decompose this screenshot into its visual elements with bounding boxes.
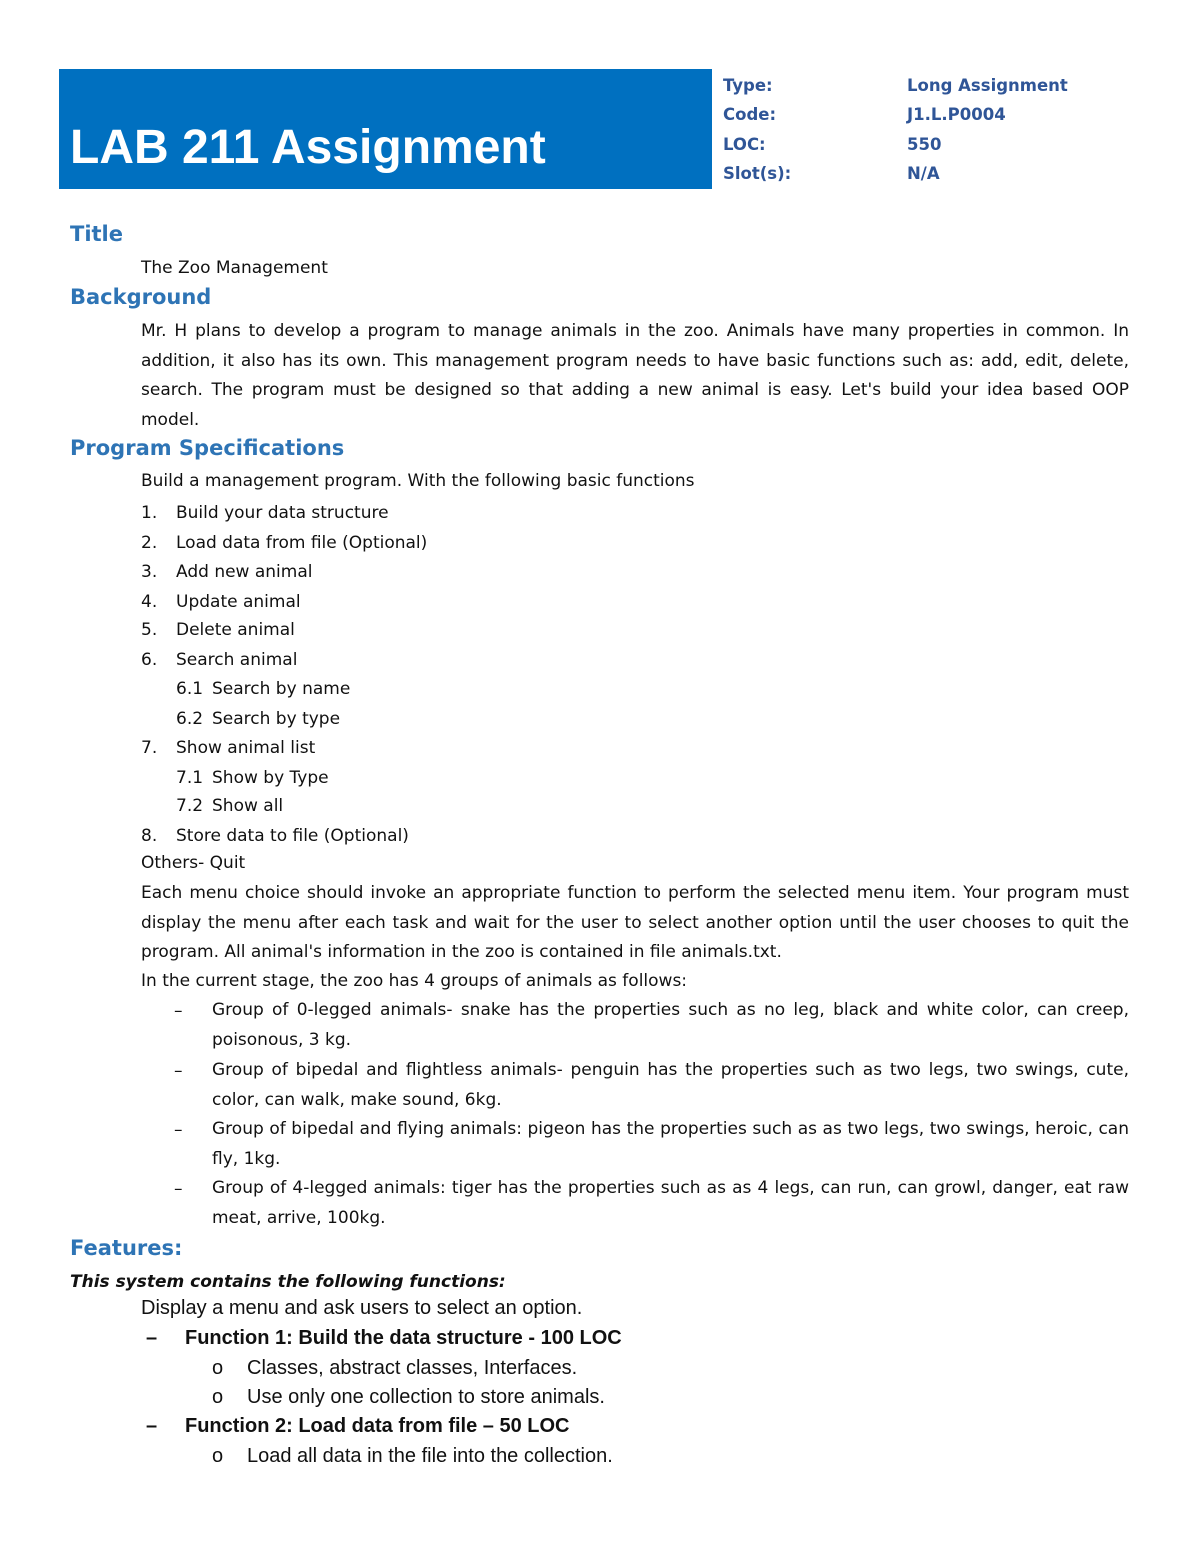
dash-bullet: – xyxy=(174,1061,183,1081)
title-text: The Zoo Management xyxy=(141,258,328,278)
animal-group: Group of 0-legged animals- snake has the properties such as no leg, black and white color, can creep, poisonous, 3 kg. xyxy=(212,1000,1129,1050)
function-title: Function 2: Load data from file – 50 LOC xyxy=(185,1415,570,1437)
list-number: 7.1 xyxy=(176,768,204,788)
meta-label: Slot(s): xyxy=(723,163,792,183)
menu-paragraph: Each menu choice should invoke an appropriate function to perform the selected menu item. Your program must display the menu after each task and wait for the user to select another option until the user chooses to quit the program. All animal's information in the zoo is contained in file animals.txt. xyxy=(141,883,1129,963)
list-number: 5. xyxy=(141,620,158,640)
others-quit: Others- Quit xyxy=(141,853,246,873)
list-item: Store data to file (Optional) xyxy=(176,826,409,846)
function-detail: Classes, abstract classes, Interfaces. xyxy=(247,1357,578,1379)
list-item: Build your data structure xyxy=(176,503,389,523)
list-item: Show by Type xyxy=(212,768,329,788)
function-title: Function 1: Build the data structure - 100 LOC xyxy=(185,1327,622,1349)
list-item: Show animal list xyxy=(176,738,316,758)
meta-row-code xyxy=(723,105,1143,134)
animal-group: Group of bipedal and flightless animals- penguin has the properties such as two legs, two swings, cute, color, can walk, make sound, 6kg. xyxy=(212,1060,1129,1110)
document-title: LAB 211 Assignment xyxy=(70,121,546,174)
list-number: 8. xyxy=(141,826,158,846)
list-number: 7. xyxy=(141,738,158,758)
list-number: 2. xyxy=(141,533,158,553)
section-heading-specs: Program Specifications xyxy=(70,436,345,460)
dash-bullet: – xyxy=(146,1327,158,1349)
list-item: Load data from file (Optional) xyxy=(176,533,428,553)
circle-bullet: o xyxy=(212,1357,224,1379)
meta-label: LOC: xyxy=(723,134,766,154)
dash-bullet: – xyxy=(174,1120,183,1140)
list-item: Search animal xyxy=(176,650,298,670)
circle-bullet: o xyxy=(212,1386,224,1408)
features-intro: This system contains the following functions: xyxy=(70,1272,506,1292)
list-item: Add new animal xyxy=(176,562,313,582)
list-number: 3. xyxy=(141,562,158,582)
list-number: 6.1 xyxy=(176,679,204,699)
list-item: Delete animal xyxy=(176,620,295,640)
meta-value: N/A xyxy=(907,163,940,183)
meta-row-loc xyxy=(723,135,1143,164)
list-item: Search by name xyxy=(212,679,351,699)
assignment-meta xyxy=(723,76,1143,193)
section-heading-title: Title xyxy=(70,222,124,246)
meta-row-slots xyxy=(723,164,1143,193)
specs-intro: Build a management program. With the following basic functions xyxy=(141,471,695,491)
meta-value: Long Assignment xyxy=(907,76,1068,95)
section-heading-background: Background xyxy=(70,285,212,309)
dash-bullet: – xyxy=(174,1001,183,1021)
list-number: 7.2 xyxy=(176,796,204,816)
meta-label: Code: xyxy=(723,105,777,125)
animal-group: Group of bipedal and flying animals: pigeon has the properties such as as two legs, two swings, heroic, can fly, 1kg. xyxy=(212,1119,1129,1169)
header-banner xyxy=(59,69,712,189)
function-detail: Load all data in the file into the collection. xyxy=(247,1445,613,1467)
meta-value: 550 xyxy=(907,134,942,154)
section-heading-features: Features: xyxy=(70,1236,183,1260)
meta-row-type xyxy=(723,76,1143,105)
list-number: 6.2 xyxy=(176,709,204,729)
dash-bullet: – xyxy=(146,1415,158,1437)
meta-label: Type: xyxy=(723,76,773,95)
function-detail: Use only one collection to store animals. xyxy=(247,1386,605,1408)
list-item: Search by type xyxy=(212,709,341,729)
list-item: Update animal xyxy=(176,592,301,612)
groups-intro: In the current stage, the zoo has 4 groups of animals as follows: xyxy=(141,971,688,991)
list-item: Show all xyxy=(212,796,284,816)
menu-line: Display a menu and ask users to select an option. xyxy=(141,1297,583,1319)
animal-group: Group of 4-legged animals: tiger has the properties such as as 4 legs, can run, can growl, danger, eat raw meat, arrive, 100kg. xyxy=(212,1178,1129,1228)
meta-value: J1.L.P0004 xyxy=(907,105,1006,125)
background-paragraph: Mr. H plans to develop a program to manage animals in the zoo. Animals have many properties in common. In addition, it also has its own. This management program needs to have basic functions such as: add, edit, delete, search. The program must be designed so that adding a new animal is easy. Let's build your idea based OOP model. xyxy=(141,321,1129,431)
list-number: 1. xyxy=(141,503,158,523)
circle-bullet: o xyxy=(212,1445,224,1467)
list-number: 4. xyxy=(141,592,158,612)
list-number: 6. xyxy=(141,650,158,670)
dash-bullet: – xyxy=(174,1179,183,1199)
